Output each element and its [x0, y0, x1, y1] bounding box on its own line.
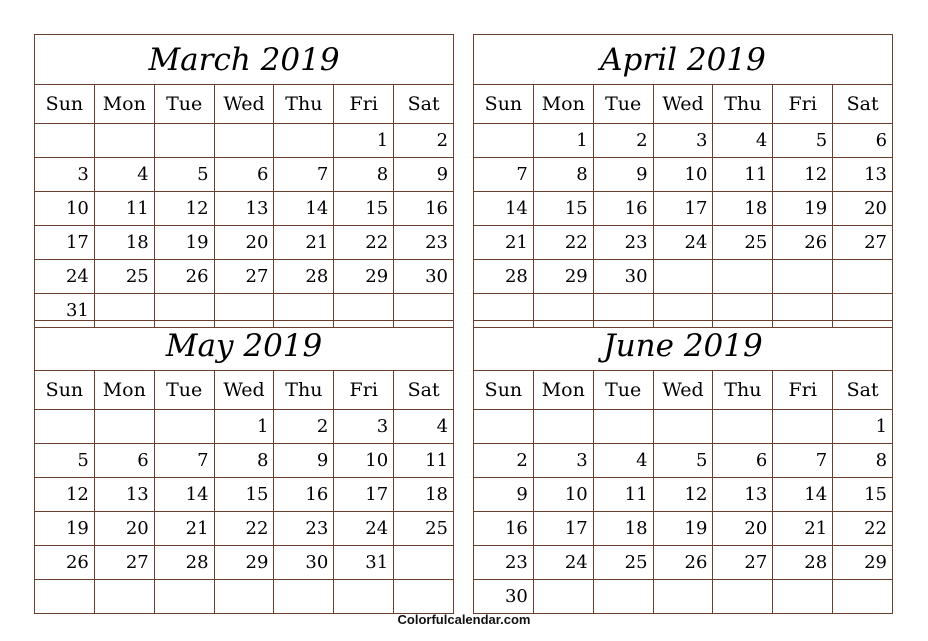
day-cell: 10 [333, 444, 393, 477]
calendar-march-2019 [34, 34, 454, 328]
day-cell: 14 [154, 478, 214, 511]
week-row [35, 511, 453, 545]
week-row [35, 259, 453, 293]
day-cell: 8 [832, 444, 892, 477]
day-cell: 9 [393, 158, 453, 191]
day-cell: 16 [504, 518, 528, 539]
day-cell [832, 260, 892, 293]
weekday-label: Thu [712, 371, 772, 409]
day-cell: 23 [593, 226, 653, 259]
day-cell: 27 [214, 260, 274, 293]
day-cell: 25 [712, 226, 772, 259]
month-title: June 2019 [474, 321, 892, 371]
weekday-label: Sat [393, 85, 453, 123]
day-cell: 8 [333, 158, 393, 191]
week-row [474, 191, 892, 225]
week-row [474, 477, 892, 511]
day-cell [35, 410, 94, 443]
day-cell: 29 [214, 546, 274, 579]
day-cell: 14 [273, 192, 333, 225]
day-cell: 7 [772, 444, 832, 477]
week-row [35, 123, 453, 157]
weekday-label: Wed [653, 371, 713, 409]
day-cell: 4 [393, 410, 453, 443]
day-cell: 11 [712, 158, 772, 191]
month-title: April 2019 [474, 35, 892, 85]
day-cell: 17 [653, 192, 713, 225]
day-cell: 14 [504, 198, 528, 219]
day-cell [35, 124, 94, 157]
day-cell: 19 [65, 518, 89, 539]
weekday-label: Thu [712, 85, 772, 123]
day-cell: 3 [533, 444, 593, 477]
weekday-label: Mon [533, 85, 593, 123]
day-cell: 20 [712, 512, 772, 545]
day-cell: 31 [333, 546, 393, 579]
day-cell: 22 [333, 226, 393, 259]
day-cell: 22 [533, 226, 593, 259]
day-cell [214, 580, 274, 613]
day-cell: 26 [154, 260, 214, 293]
week-row [474, 511, 892, 545]
weekday-label: Mon [94, 85, 154, 123]
day-cell: 9 [593, 158, 653, 191]
day-cell: 2 [393, 124, 453, 157]
day-cell [214, 124, 274, 157]
day-cell: 12 [653, 478, 713, 511]
day-cell [35, 580, 94, 613]
day-cell [772, 260, 832, 293]
day-cell [154, 580, 214, 613]
day-cell: 19 [653, 512, 713, 545]
day-cell: 2 [593, 124, 653, 157]
day-cell: 8 [214, 444, 274, 477]
day-cell [772, 580, 832, 613]
day-cell: 19 [772, 192, 832, 225]
week-row [35, 443, 453, 477]
day-cell: 26 [772, 226, 832, 259]
day-cell: 1 [832, 410, 892, 443]
weekday-label: Sun [45, 93, 84, 115]
day-cell: 14 [772, 478, 832, 511]
day-cell: 7 [273, 158, 333, 191]
day-cell: 25 [593, 546, 653, 579]
day-cell: 6 [94, 444, 154, 477]
day-cell: 28 [273, 260, 333, 293]
day-cell: 5 [772, 124, 832, 157]
day-cell: 13 [712, 478, 772, 511]
day-cell: 30 [393, 260, 453, 293]
site-credit: Colorfulcalendar.com [397, 612, 531, 627]
day-cell: 24 [65, 266, 89, 287]
week-row [474, 545, 892, 579]
weekday-label: Mon [533, 371, 593, 409]
day-cell [333, 580, 393, 613]
day-cell: 2 [273, 410, 333, 443]
day-cell: 30 [273, 546, 333, 579]
weekday-label: Sun [484, 93, 523, 115]
day-cell: 10 [65, 198, 89, 219]
day-cell: 17 [65, 232, 89, 253]
day-cell: 30 [504, 586, 528, 607]
day-cell: 31 [65, 300, 89, 321]
day-cell: 28 [504, 266, 528, 287]
month-title: May 2019 [35, 321, 453, 371]
day-cell: 21 [504, 232, 528, 253]
day-cell: 5 [653, 444, 713, 477]
day-cell [393, 580, 453, 613]
day-cell: 26 [65, 552, 89, 573]
calendar-april-2019 [473, 34, 893, 328]
day-cell: 20 [832, 192, 892, 225]
day-cell [474, 124, 533, 157]
weekday-label: Sun [484, 379, 523, 401]
day-cell: 10 [653, 158, 713, 191]
week-row [474, 225, 892, 259]
weekday-header-row [474, 371, 892, 409]
day-cell: 6 [712, 444, 772, 477]
day-cell [653, 580, 713, 613]
day-cell: 3 [333, 410, 393, 443]
day-cell: 21 [772, 512, 832, 545]
day-cell: 18 [94, 226, 154, 259]
day-cell [273, 124, 333, 157]
day-cell: 30 [593, 260, 653, 293]
day-cell: 29 [832, 546, 892, 579]
day-cell: 25 [94, 260, 154, 293]
day-cell: 6 [832, 124, 892, 157]
day-cell: 16 [593, 192, 653, 225]
day-cell: 18 [393, 478, 453, 511]
day-cell: 15 [832, 478, 892, 511]
weekday-label: Sun [45, 379, 84, 401]
day-cell [593, 410, 653, 443]
day-cell [832, 580, 892, 613]
week-row [35, 225, 453, 259]
day-cell [533, 580, 593, 613]
day-cell [154, 410, 214, 443]
week-row [35, 579, 453, 613]
day-cell [393, 546, 453, 579]
day-cell: 22 [214, 512, 274, 545]
day-cell: 24 [533, 546, 593, 579]
weekday-label: Fri [772, 371, 832, 409]
weekday-label: Tue [593, 85, 653, 123]
day-cell: 24 [333, 512, 393, 545]
day-cell: 12 [772, 158, 832, 191]
day-cell: 20 [214, 226, 274, 259]
day-cell [273, 580, 333, 613]
day-cell: 27 [832, 226, 892, 259]
day-cell: 4 [94, 158, 154, 191]
day-cell: 6 [214, 158, 274, 191]
day-cell [712, 260, 772, 293]
week-row [35, 409, 453, 443]
day-cell [533, 410, 593, 443]
day-cell: 13 [832, 158, 892, 191]
day-cell [653, 410, 713, 443]
day-cell: 11 [593, 478, 653, 511]
weekday-label: Fri [772, 85, 832, 123]
week-row [474, 443, 892, 477]
day-cell: 15 [533, 192, 593, 225]
day-cell: 18 [712, 192, 772, 225]
day-cell: 21 [273, 226, 333, 259]
day-cell: 11 [94, 192, 154, 225]
week-row [474, 579, 892, 613]
day-cell: 23 [273, 512, 333, 545]
weekday-label: Fri [333, 371, 393, 409]
day-cell: 2 [516, 450, 528, 471]
day-cell [653, 260, 713, 293]
day-cell: 28 [154, 546, 214, 579]
day-cell: 16 [393, 192, 453, 225]
day-cell: 7 [516, 164, 528, 185]
day-cell: 19 [154, 226, 214, 259]
day-cell: 29 [333, 260, 393, 293]
day-cell: 18 [593, 512, 653, 545]
day-cell: 3 [77, 164, 89, 185]
day-cell: 3 [653, 124, 713, 157]
month-title: March 2019 [35, 35, 453, 85]
day-cell: 1 [214, 410, 274, 443]
day-cell: 27 [712, 546, 772, 579]
weekday-label: Fri [333, 85, 393, 123]
day-cell [94, 580, 154, 613]
day-cell [94, 410, 154, 443]
day-cell: 15 [214, 478, 274, 511]
day-cell: 17 [533, 512, 593, 545]
day-cell: 29 [533, 260, 593, 293]
weekday-label: Thu [273, 371, 333, 409]
day-cell [772, 410, 832, 443]
day-cell: 27 [94, 546, 154, 579]
calendar-june-2019 [473, 320, 893, 614]
weekday-label: Mon [94, 371, 154, 409]
week-row [35, 191, 453, 225]
day-cell: 8 [533, 158, 593, 191]
day-cell [474, 410, 533, 443]
weekday-label: Sat [832, 85, 892, 123]
day-cell: 1 [533, 124, 593, 157]
day-cell: 17 [333, 478, 393, 511]
weekday-label: Thu [273, 85, 333, 123]
weekday-label: Wed [214, 85, 274, 123]
day-cell: 11 [393, 444, 453, 477]
weekday-header-row [35, 85, 453, 123]
weekday-header-row [474, 85, 892, 123]
weekday-label: Tue [154, 85, 214, 123]
day-cell: 15 [333, 192, 393, 225]
day-cell: 28 [772, 546, 832, 579]
week-row [474, 409, 892, 443]
day-cell: 22 [832, 512, 892, 545]
day-cell [94, 124, 154, 157]
week-row [35, 157, 453, 191]
day-cell: 4 [593, 444, 653, 477]
day-cell: 5 [77, 450, 89, 471]
weekday-label: Tue [154, 371, 214, 409]
weekday-label: Sat [832, 371, 892, 409]
week-row [474, 259, 892, 293]
day-cell: 1 [333, 124, 393, 157]
day-cell: 12 [154, 192, 214, 225]
weekday-label: Wed [653, 85, 713, 123]
weekday-label: Sat [393, 371, 453, 409]
calendar-may-2019 [34, 320, 454, 614]
day-cell [593, 580, 653, 613]
day-cell: 5 [154, 158, 214, 191]
weekday-header-row [35, 371, 453, 409]
day-cell: 9 [273, 444, 333, 477]
week-row [35, 545, 453, 579]
day-cell: 10 [533, 478, 593, 511]
day-cell: 25 [393, 512, 453, 545]
day-cell [154, 124, 214, 157]
day-cell: 7 [154, 444, 214, 477]
week-row [35, 477, 453, 511]
weekday-label: Wed [214, 371, 274, 409]
day-cell: 4 [712, 124, 772, 157]
week-row [474, 157, 892, 191]
day-cell: 13 [94, 478, 154, 511]
day-cell: 23 [504, 552, 528, 573]
day-cell: 23 [393, 226, 453, 259]
day-cell: 24 [653, 226, 713, 259]
week-row [474, 123, 892, 157]
day-cell: 9 [516, 484, 528, 505]
day-cell: 21 [154, 512, 214, 545]
day-cell: 12 [65, 484, 89, 505]
day-cell [712, 580, 772, 613]
day-cell: 16 [273, 478, 333, 511]
day-cell: 13 [214, 192, 274, 225]
weekday-label: Tue [593, 371, 653, 409]
day-cell [712, 410, 772, 443]
day-cell: 26 [653, 546, 713, 579]
day-cell: 20 [94, 512, 154, 545]
